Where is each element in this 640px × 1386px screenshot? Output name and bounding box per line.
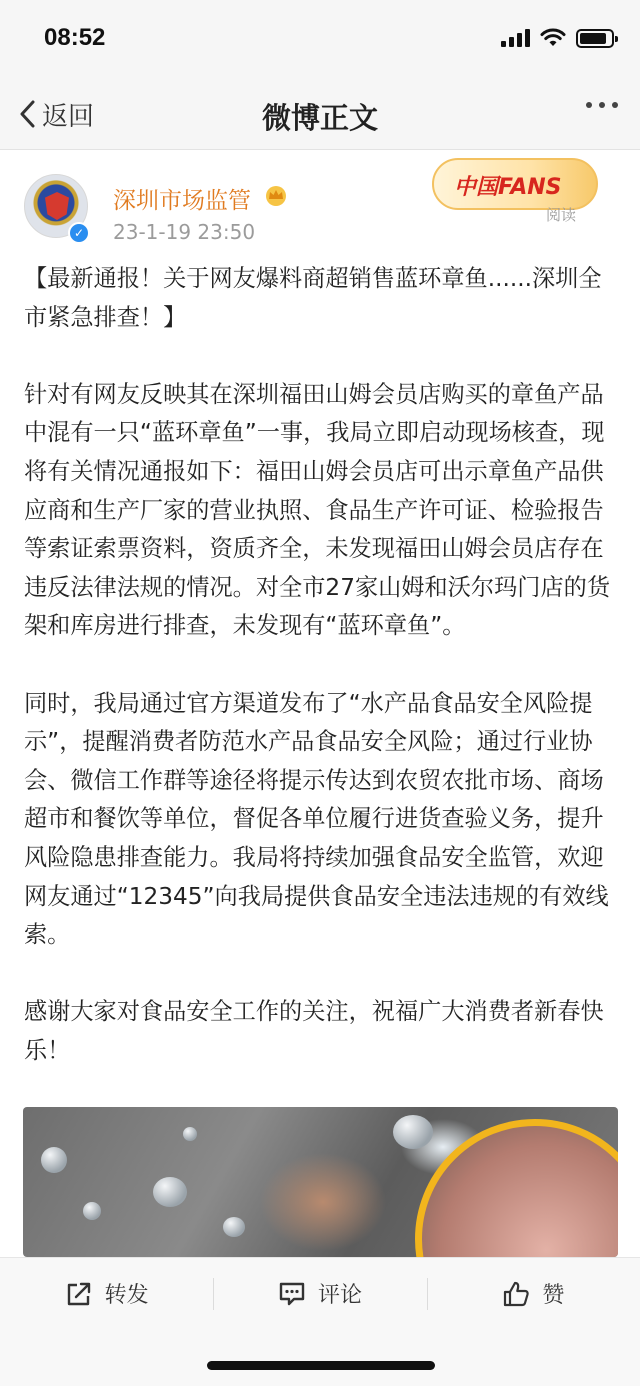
- battery-icon: [576, 29, 614, 48]
- post-paragraph: 【最新通报！关于网友爆料商超销售蓝环章鱼......深圳全市紧急排查！】: [24, 265, 602, 331]
- page-title: 微博正文: [261, 101, 378, 135]
- thumbs-up-icon: [502, 1280, 530, 1308]
- post-timestamp: 23-1-19 23:50: [113, 220, 256, 244]
- police-emblem-icon: [45, 192, 69, 220]
- status-icons: [501, 28, 614, 48]
- more-dots-icon[interactable]: [586, 102, 618, 108]
- crown-icon: [264, 184, 288, 206]
- post-paragraph: 针对有网友反映其在深圳福田山姆会员店购买的章鱼产品中混有一只“蓝环章鱼”一事，我局立即启动现场核查，现将有关情况通报如下：福田山姆会员店可出示章鱼产品供应商和生产厂家的营业执照、食品生产许可证、检验报告等索证索票资料，资质齐全，未发现福田山姆会员店存在违反法律法规的情况。对全市27家山姆和沃尔玛门店的货架和库房进行排查，未发现有“蓝环章鱼”。: [24, 380, 611, 640]
- comment-button[interactable]: [213, 1258, 426, 1329]
- comment-icon: [278, 1280, 306, 1308]
- fans-badge-read: 阅读: [546, 206, 577, 224]
- status-time: 08:52: [44, 24, 106, 51]
- post-paragraph: 感谢大家对食品安全工作的关注，祝福广大消费者新春快乐！: [24, 998, 604, 1064]
- fans-badge[interactable]: [432, 158, 598, 210]
- back-label: 返回: [42, 101, 95, 132]
- post-body: [24, 260, 618, 1109]
- home-indicator[interactable]: [207, 1361, 435, 1370]
- home-area: [0, 1329, 640, 1386]
- share-icon: [65, 1280, 93, 1308]
- nav-bar: [0, 78, 640, 150]
- repost-button[interactable]: [0, 1258, 213, 1329]
- signal-icon: [501, 29, 530, 47]
- post-paragraph: 同时，我局通过官方渠道发布了“水产品食品安全风险提示”，提醒消费者防范水产品食品安全风险；通过行业协会、微信工作群等途径将提示传达到农贸农批市场、商场超市和餐饮等单位，督促各单位履行进货查验义务，提升风险隐患排查能力。我局将持续加强食品安全监管，欢迎网友通过“12345”向我局提供食品安全违法违规的有效线索。: [24, 689, 609, 949]
- fans-badge-text: 中国FANS: [454, 175, 562, 200]
- repost-label: 转发: [104, 1283, 149, 1308]
- action-bar: [0, 1257, 640, 1329]
- status-bar: [0, 0, 640, 78]
- zoom-highlight: [415, 1119, 618, 1257]
- battery-level: [580, 33, 606, 44]
- wifi-icon: [540, 28, 566, 48]
- post-header: [0, 150, 640, 260]
- comment-label: 评论: [317, 1283, 362, 1308]
- post-image[interactable]: [23, 1107, 618, 1257]
- verified-icon: ✓: [68, 222, 90, 244]
- like-button[interactable]: [427, 1258, 640, 1329]
- author-name[interactable]: 深圳市场监管: [113, 188, 251, 214]
- like-label: 赞: [542, 1283, 565, 1308]
